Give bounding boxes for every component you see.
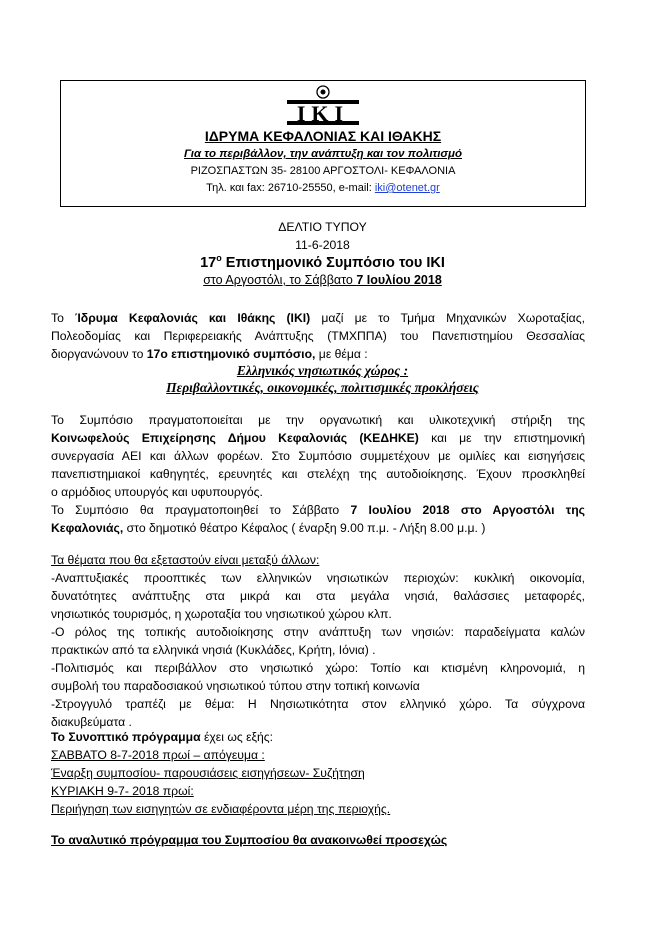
- org-contact: [61, 182, 585, 194]
- title-sup: ο: [216, 253, 222, 263]
- program-sunday-desc: Περιήγηση των εισηγητών σε ενδιαφέροντα μέρη της περιοχής.: [51, 802, 391, 816]
- intro-line: Πολεοδομίας και Περιφερειακής Ανάπτυξης (ΤΜΧΠΠΑ) του Πανεπιστημίου Θεσσαλίας: [51, 329, 585, 343]
- intro-line: Το Ίδρυμα Κεφαλονιάς και Ιθάκης (ΙΚΙ) μαζί με το Τμήμα Μηχανικών Χωροταξίας,: [51, 311, 585, 325]
- topic-line: -Πολιτισμός και περιβάλλον στο νησιωτικό χώρο: Τοπίο και κτισμένη κληρονομιά, η: [51, 661, 585, 675]
- topic-line: νησιωτικός τουρισμός, η χωροταξία του νησιωτικού χώρου κλπ.: [51, 607, 392, 621]
- body-line: ο αρμόδιος υπουργός και υφυπουργός.: [51, 485, 263, 499]
- phone-text: Τηλ. και fax: 26710-25550, e-mail:: [206, 182, 375, 194]
- topic-line: δυνατότητες ανάπτυξης στα μικρά και στα μεγάλα νησιά, θαλάσσιες μεταφορές,: [51, 589, 585, 603]
- topic-line: συμβολή του παραδοσιακού νησιωτικού τύπου στην τοπική κοινωνία: [51, 679, 420, 693]
- body-paragraph: [51, 411, 585, 537]
- org-address: ΡΙΖΟΣΠΑΣΤΩΝ 35- 28100 ΑΡΓΟΣΤΟΛΙ- ΚΕΦΑΛΟΝΙΑ: [190, 165, 456, 177]
- topic-line: διακυβεύματα .: [51, 715, 132, 729]
- program-sunday: ΚΥΡΙΑΚΗ 9-7- 2018 πρωί:: [51, 784, 194, 798]
- org-tagline: Για το περιβάλλον, την ανάπτυξη και τον πολιτισμό: [183, 148, 463, 160]
- topics-section: [51, 551, 585, 731]
- body-line: συνεργασία ΑΕΙ και άλλων φορέων. Στο Συμπόσιο συμμετέχουν με ομιλίες και εισηγήσεις: [51, 449, 585, 463]
- press-date: 11-6-2018: [295, 238, 350, 252]
- program-saturday-desc: Έναρξη συμποσίου- παρουσιάσεις εισηγήσεων- Συζήτηση: [51, 766, 365, 780]
- topics-heading: Τα θέματα που θα εξεταστούν είναι μεταξύ άλλων:: [51, 553, 320, 567]
- intro-paragraph: [51, 309, 585, 363]
- program-heading: Το Συνοπτικό πρόγραμμα έχει ως εξής:: [51, 730, 274, 744]
- intro-line: διοργανώνουν το 17ο επιστημονικό συμπόσιο, με θέμα :: [51, 347, 368, 361]
- email-link[interactable]: iki@otenet.gr: [374, 182, 440, 194]
- theme-line-2: Περιβαλλοντικές, οικονομικές, πολιτισμικές προκλήσεις: [166, 380, 479, 395]
- topic-line: πρακτικών από τα ελληνικά νησιά (Κυκλάδες, Κρήτη, Ιόνια) .: [51, 643, 376, 657]
- program-section: [51, 728, 585, 818]
- body-line: Το Συμπόσιο θα πραγματοποιηθεί το Σάββατο 7 Ιουλίου 2018 στο Αργοστόλι της: [51, 503, 586, 517]
- body-line: Το Συμπόσιο πραγματοποιείται με την οργανωτική και υλικοτεχνική στήριξη της: [51, 413, 585, 427]
- topic-line: -Στρογγυλό τραπέζι με θέμα: Η Νησιωτικότητα στον ελληνικό χώρο. Τα σύγχρονα: [51, 697, 585, 711]
- org-name: ΙΔΡΥΜΑ ΚΕΦΑΛΟΝΙΑΣ ΚΑΙ ΙΘΑΚΗΣ: [204, 128, 442, 144]
- theme-line-1: Ελληνικός νησιωτικός χώρος :: [236, 363, 409, 378]
- body-line: Κεφαλονιάς, στο δημοτικό θέατρο Κέφαλος ( έναρξη 9.00 π.μ. - Λήξη 8.00 μ.μ. ): [51, 521, 486, 535]
- subtitle-text: στο Αργοστόλι, το Σάββατο: [203, 273, 357, 287]
- logo-lettering: IKI: [296, 101, 350, 126]
- iki-logo: [61, 83, 585, 127]
- program-footer: Το αναλυτικό πρόγραμμα του Συμποσίου θα ανακοινωθεί προσεχώς: [51, 833, 448, 847]
- press-label: ΔΕΛΤΙΟ ΤΥΠΟΥ: [278, 220, 367, 234]
- title-number: 17: [200, 254, 217, 271]
- press-subtitle: [0, 273, 645, 287]
- subtitle-date: 7 Ιουλίου 2018: [356, 273, 442, 287]
- letterhead-box: [60, 80, 586, 207]
- topic-line: -Ο ρόλος της τοπικής αυτοδιοίκησης στην ανάπτυξη των νησιών: παραδείγματα καλών: [51, 625, 585, 639]
- title-text: Επιστημονικό Συμπόσιο του ΙΚΙ: [221, 254, 445, 271]
- press-title: [0, 253, 645, 271]
- program-saturday: ΣΑΒΒΑΤΟ 8-7-2018 πρωί – απόγευμα :: [51, 748, 265, 762]
- body-line: πανεπιστημιακοί καθηγητές, ερευνητές και στελέχη της αυτοδιοίκησης. Έχουν προσκληθεί: [51, 467, 585, 481]
- topic-line: -Αναπτυξιακές προοπτικές των ελληνικών νησιωτικών περιοχών: κυκλική οικονομία,: [51, 571, 585, 585]
- body-line: Κοινωφελούς Επιχείρησης Δήμου Κεφαλονιάς (ΚΕΔΗΚΕ) και με την επιστημονική: [51, 431, 585, 445]
